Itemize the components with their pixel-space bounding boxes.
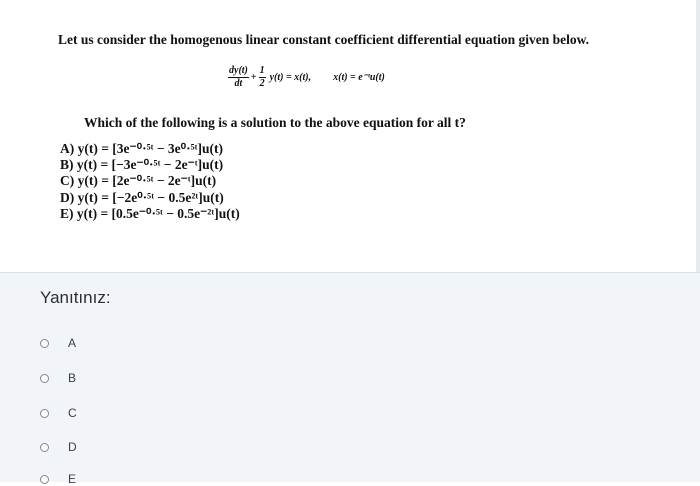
option-a: A) y(t) = [3e⁻⁰·⁵ᵗ − 3e⁰·⁵ᵗ]u(t): [60, 141, 223, 156]
answer-area: [0, 272, 700, 486]
derivative-numerator: dy(t): [229, 65, 248, 76]
radio-button[interactable]: [40, 339, 49, 348]
differential-equation: [226, 66, 385, 89]
option-list: [60, 141, 240, 222]
question-intro: Let us consider the homogenous linear constant coefficient differential equation given below.: [58, 32, 589, 47]
radio-button[interactable]: [40, 409, 49, 418]
choice-label: C: [68, 406, 77, 420]
half-fraction: [259, 66, 266, 89]
option-e: E) y(t) = [0.5e⁻⁰·⁵ᵗ − 0.5e⁻²ᵗ]u(t): [60, 205, 240, 221]
answer-label: Yanıtınız:: [40, 288, 111, 307]
half-numerator: 1: [259, 65, 265, 76]
radio-button[interactable]: [40, 443, 49, 452]
radio-button[interactable]: [40, 374, 49, 383]
equation-rest: y(t) = x(t),: [269, 72, 312, 83]
choice-label: A: [68, 336, 77, 350]
option-b: B) y(t) = [−3e⁻⁰·⁵ᵗ − 2e⁻ᵗ]u(t): [60, 157, 224, 173]
choice-e[interactable]: [40, 472, 76, 486]
choice-label: B: [68, 371, 77, 385]
choice-label: D: [68, 440, 77, 454]
choice-c[interactable]: [40, 406, 77, 420]
plus-sign: +: [250, 72, 257, 83]
choice-label: E: [68, 472, 77, 486]
half-denominator: 2: [259, 78, 265, 89]
derivative-fraction: [228, 66, 249, 89]
question-prompt: Which of the following is a solution to the above equation for all t?: [84, 115, 466, 130]
option-c: C) y(t) = [2e⁻⁰·⁵ᵗ − 2e⁻ᵗ]u(t): [60, 173, 217, 189]
input-definition: x(t) = e⁻ᵗu(t): [333, 72, 385, 83]
option-d: D) y(t) = [−2e⁰·⁵ᵗ − 0.5e²ᵗ]u(t): [60, 189, 224, 205]
radio-button[interactable]: [40, 475, 49, 484]
choice-b[interactable]: [40, 371, 76, 385]
choice-d[interactable]: [40, 440, 77, 454]
choice-a[interactable]: [40, 336, 76, 350]
derivative-denominator: dt: [234, 78, 243, 89]
